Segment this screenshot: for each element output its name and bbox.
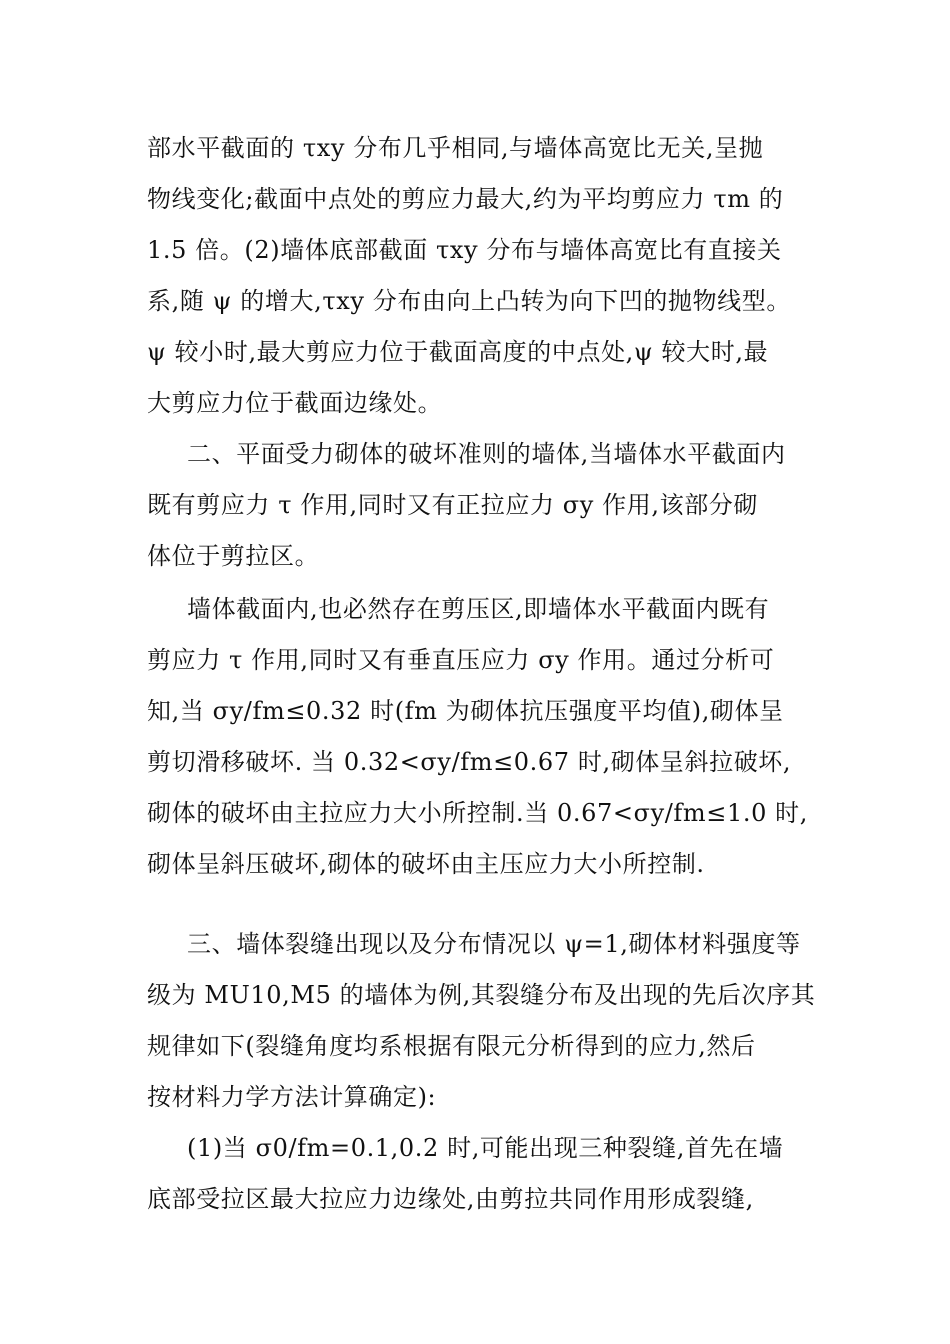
text-line: 剪应力 τ 作用,同时又有垂直压应力 σy 作用。通过分析可 (147, 646, 775, 674)
text-line: 大剪应力位于截面边缘处。 (147, 389, 443, 417)
text-line: 剪切滑移破坏. 当 0.32<σy/fm≤0.67 时,砌体呈斜拉破坏, (147, 748, 792, 776)
text-line: 按材料力学方法计算确定): (147, 1083, 437, 1111)
text-line: 级为 MU10,M5 的墙体为例,其裂缝分布及出现的先后次序其 (147, 981, 816, 1009)
section-heading-2: 二、平面受力砌体的破坏准则的墙体,当墙体水平截面内 (187, 440, 786, 468)
text-line: 知,当 σy/fm≤0.32 时(fm 为砌体抗压强度平均值),砌体呈 (147, 697, 784, 725)
section-heading-3: 三、墙体裂缝出现以及分布情况以 ψ=1,砌体材料强度等 (187, 930, 801, 958)
text-line: ψ 较小时,最大剪应力位于截面高度的中点处,ψ 较大时,最 (147, 338, 769, 366)
text-line: 物线变化;截面中点处的剪应力最大,约为平均剪应力 τm 的 (147, 185, 784, 213)
text-line: 规律如下(裂缝角度均系根据有限元分析得到的应力,然后 (147, 1032, 756, 1060)
text-line: 部水平截面的 τxy 分布几乎相同,与墙体高宽比无关,呈抛 (147, 134, 764, 162)
text-line: 底部受拉区最大拉应力边缘处,由剪拉共同作用形成裂缝, (147, 1185, 754, 1213)
text-line: 既有剪应力 τ 作用,同时又有正拉应力 σy 作用,该部分砌 (147, 491, 758, 519)
text-line: 体位于剪拉区。 (147, 542, 320, 570)
paragraph-start: 墙体截面内,也必然存在剪压区,即墙体水平截面内既有 (187, 595, 770, 623)
text-line: 1.5 倍。(2)墙体底部截面 τxy 分布与墙体高宽比有直接关 (147, 236, 782, 264)
text-line: 砌体的破坏由主拉应力大小所控制.当 0.67<σy/fm≤1.0 时, (147, 799, 809, 827)
text-line: 系,随 ψ 的增大,τxy 分布由向上凸转为向下凹的抛物线型。 (147, 287, 791, 315)
list-item-1: (1)当 σ0/fm=0.1,0.2 时,可能出现三种裂缝,首先在墙 (187, 1134, 784, 1162)
text-line: 砌体呈斜压破坏,砌体的破坏由主压应力大小所控制. (147, 850, 705, 878)
